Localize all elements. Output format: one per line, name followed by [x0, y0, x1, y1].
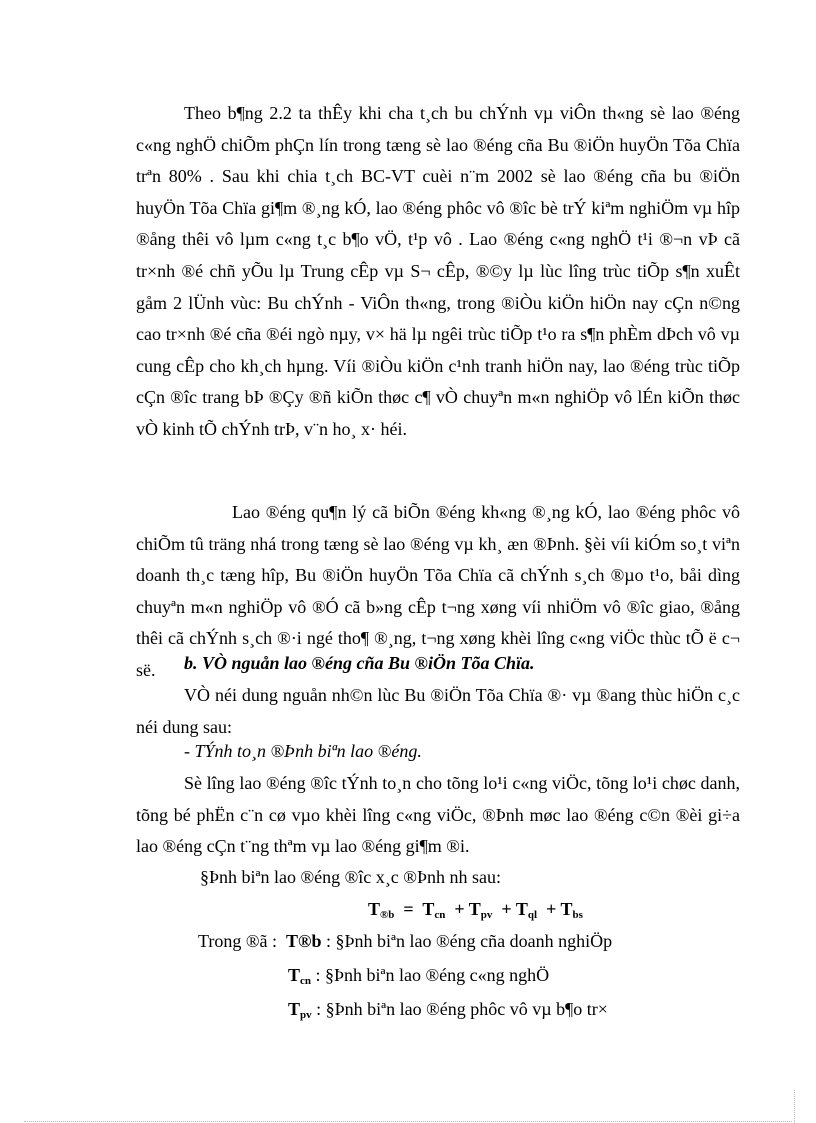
formula-lhs: T — [368, 899, 381, 919]
definition-tech-labor — [288, 960, 549, 998]
page-bottom-border — [24, 1121, 792, 1122]
definition-tech-text: : §Þnh biªn lao ®éng c«ng nghÖ — [315, 965, 550, 985]
paragraph-management-labor: Lao ®éng qu¶n lý cã biÕn ®éng kh«ng ®¸ng kÓ, lao ®éng phôc vô chiÕm tû träng nhá trong tæng sè lao ®éng vµ kh¸ æn ®Þnh. §èi víi kiÓm so¸t viªn doanh th¸c tæng hîp, Bu ®iÖn huyÖn Tõa Chïa cã chÝnh s¸ch ®µo t¹o, båi dìng chuyªn m«n nghiÖp vô ®Ó cã b»ng cÊp t¬ng xøng víi nhiÖm vô ®îc giao, ®ång thêi cã chÝnh s¸ch ®·i ngé tho¶ ®¸ng, t¬ng xøng khèi lîng c«ng viÖc thùc tÕ ë c¬ së. — [136, 502, 740, 680]
definition-intro: Trong ®ã : — [198, 931, 278, 951]
formula-plus-3: + — [546, 899, 557, 919]
definition-tech-sub: cn — [300, 975, 312, 987]
definition-tech-symbol: T — [288, 965, 301, 985]
definition-service-text: : §Þnh biªn lao ®éng phôc vô vµ b¶o tr× — [316, 999, 608, 1019]
formula-plus-1: + — [454, 899, 465, 919]
formula-term-pv-sub: pv — [480, 909, 493, 921]
page-corner-border — [794, 1090, 795, 1123]
formula-term-bs-sub: bs — [572, 909, 583, 921]
formula-term-cn: T — [422, 899, 435, 919]
definition-service-symbol: T — [288, 999, 301, 1019]
definition-service-labor — [288, 994, 608, 1032]
italic-list-item: - TÝnh to¸n ®Þnh biªn lao ®éng. — [184, 741, 422, 761]
definition-service-sub: pv — [300, 1009, 312, 1021]
formula-intro: §Þnh biªn lao ®éng ®îc x¸c ®Þnh nh sau: — [200, 867, 501, 887]
formula-term-ql: T — [515, 899, 528, 919]
definition-total — [198, 926, 612, 958]
paragraph-labor-structure: Theo b¶ng 2.2 ta thÊy khi cha t¸ch bu chÝnh vµ viÔn th«ng sè lao ®éng c«ng nghÖ chiÕm phÇn lín trong tæng sè lao ®éng cña Bu ®iÖn huyÖn Tõa Chïa trªn 80% . Sau khi chia t¸ch BC-VT cuèi n¨m 2002 sè lao ®éng cña bu ®iÖn huyÖn Tõa Chïa gi¶m ®¸ng kÓ, lao ®éng phôc vô ®îc bè trÝ kiªm nghiÖm vµ hîp ®ång thêi vô lµm c«ng t¸c b¶o vÖ, t¹p vô . Lao ®éng c«ng nghÖ t¹i ®¬n vÞ cã tr×nh ®é chñ yÕu lµ Trung cÊp vµ S¬ cÊp, ®©y lµ lùc lîng trùc tiÕp s¶n xuÊt gåm 2 lÜnh vùc: Bu chÝnh - ViÔn th«ng, trong ®iÒu kiÖn hiÖn nay cÇn n©ng cao tr×nh ®é cña ®éi ngò nµy, v× hä lµ ngêi trùc tiÕp t¹o ra s¶n phÈm dÞch vô vµ cung cÊp cho kh¸ch hµng. Víi ®iÒu kiÖn c¹nh tranh hiÖn nay, lao ®éng trùc tiÕp cÇn ®îc trang bÞ ®Çy ®ñ kiÕn thøc c¶ vÒ chuyªn m«n nghiÖp vô lÉn kiÕn thøc vÒ kinh tÕ chÝnh trÞ, v¨n ho¸ x· héi. — [136, 103, 740, 439]
formula-term-cn-sub: cn — [434, 909, 446, 921]
formula-term-ql-sub: ql — [527, 909, 538, 921]
formula-equals: = — [403, 899, 414, 919]
paragraph-labor-quantity: Sè lîng lao ®éng ®îc tÝnh to¸n cho tõng lo¹i c«ng viÖc, tõng lo¹i chøc danh, tõng bé phËn c¨n cø vµo khèi lîng c«ng viÖc, ®Þnh møc lao ®éng c©n ®èi gi÷a lao ®éng cÇn t¨ng thªm vµ lao ®éng gi¶m ®i. — [136, 773, 740, 857]
formula-term-bs: T — [560, 899, 573, 919]
definition-total-text: : §Þnh biªn lao ®éng cña doanh nghiÖp — [326, 931, 613, 951]
formula-plus-2: + — [501, 899, 512, 919]
section-heading: b. VÒ nguån lao ®éng cña Bu ®iÖn Tõa Chïa. — [184, 653, 535, 673]
formula-lhs-sub: ®b — [380, 909, 395, 921]
formula-term-pv: T — [468, 899, 481, 919]
paragraph-hr-content: VÒ néi dung nguån nh©n lùc Bu ®iÖn Tõa Chïa ®· vµ ®ang thùc hiÖn c¸c néi dung sau: — [136, 685, 740, 737]
definition-total-symbol: T®b — [286, 931, 322, 951]
